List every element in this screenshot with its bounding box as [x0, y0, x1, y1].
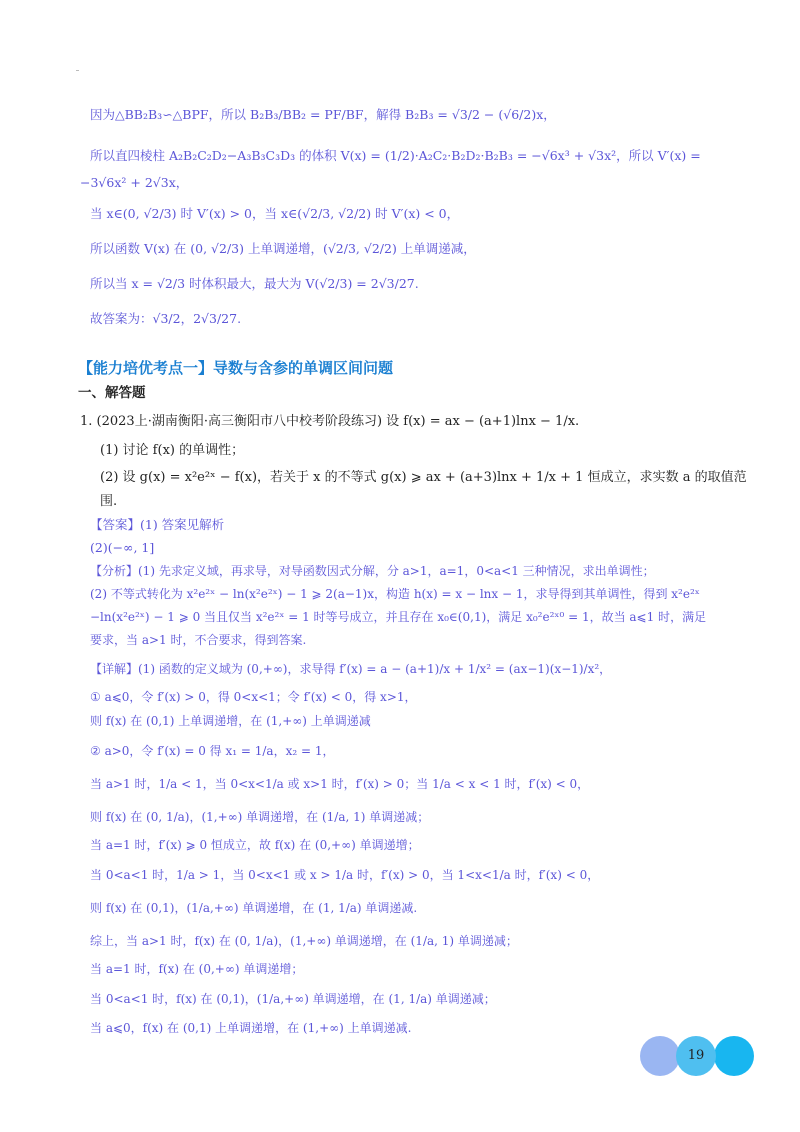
detail-line: 则 f(x) 在 (0,1) 上单调递增，在 (1,+∞) 上单调递减	[90, 714, 371, 728]
analysis-line: −ln(x²e²ˣ) − 1 ⩾ 0 当且仅当 x²e²ˣ = 1 时等号成立，并且存在 x₀∈(0,1)，满足 x₀²e²ˣ⁰ = 1，故当 a⩽1 时，满足	[90, 610, 707, 624]
analysis-line: (2) 不等式转化为 x²e²ˣ − ln(x²e²ˣ) − 1 ⩾ 2(a−1)x，构造 h(x) = x − lnx − 1，求导得到其单调性，得到 x²e²ˣ	[90, 587, 700, 601]
page-badge-circle-left	[640, 1036, 680, 1076]
detail-line: 当 a=1 时，f′(x) ⩾ 0 恒成立，故 f(x) 在 (0,+∞) 单调递增；	[90, 838, 420, 852]
solution-line: −3√6x² + 2√3x，	[80, 175, 189, 190]
corner-mark	[76, 70, 79, 71]
page-number: 19	[687, 1048, 705, 1063]
solution-line: 所以函数 V(x) 在 (0, √2/3) 上单调递增，(√2/3, √2/2) 上单调递减，	[90, 241, 476, 256]
detail-line: 则 f(x) 在 (0,1)，(1/a,+∞) 单调递增，在 (1, 1/a) 单调递减.	[90, 901, 418, 915]
detail-line: 综上，当 a>1 时，f(x) 在 (0, 1/a)，(1,+∞) 单调递增，在 (1/a, 1) 单调递减；	[90, 934, 518, 948]
problem-line: (2) 设 g(x) = x²e²ˣ − f(x)，若关于 x 的不等式 g(x) ⩾ ax + (a+3)lnx + 1/x + 1 恒成立，求实数 a 的取值范	[100, 470, 747, 485]
detail-line: 当 0<a<1 时，1/a > 1，当 0<x<1 或 x > 1/a 时，f′(x) > 0，当 1<x<1/a 时，f′(x) < 0，	[90, 868, 600, 882]
detail-line: 当 a=1 时，f(x) 在 (0,+∞) 单调递增；	[90, 962, 304, 976]
solution-line: 故答案为：√3/2，2√3/27.	[90, 311, 242, 326]
solution-line: 当 x∈(0, √2/3) 时 V′(x) > 0，当 x∈(√2/3, √2/2) 时 V′(x) < 0，	[90, 206, 460, 221]
page-badge-circle-right	[714, 1036, 754, 1076]
detail-line: 则 f(x) 在 (0, 1/a)，(1,+∞) 单调递增，在 (1/a, 1) 单调递减；	[90, 810, 430, 824]
section-heading: 【能力培优考点一】导数与含参的单调区间问题	[78, 359, 394, 377]
detail-line: ② a>0，令 f′(x) = 0 得 x₁ = 1/a，x₂ = 1，	[90, 744, 335, 758]
solution-line: 因为△BB₂B₃∽△BPF，所以 B₂B₃/BB₂ = PF/BF，解得 B₂B₃ = √3/2 − (√6/2)x，	[90, 107, 556, 122]
solution-line: 所以直四棱柱 A₂B₂C₂D₂−A₃B₃C₃D₃ 的体积 V(x) = (1/2)·A₂C₂·B₂D₂·B₂B₃ = −√6x³ + √3x²，所以 V′(x) =	[90, 148, 701, 163]
analysis-line: 要求，当 a>1 时，不合要求，得到答案.	[90, 633, 307, 647]
section-subheading: 一、解答题	[78, 385, 146, 401]
analysis-line: 【分析】(1) 先求定义域，再求导，对导函数因式分解，分 a>1，a=1，0<a<1 三种情况，求出单调性；	[90, 564, 655, 578]
detail-line: 当 a⩽0，f(x) 在 (0,1) 上单调递增，在 (1,+∞) 上单调递减.	[90, 1021, 412, 1035]
detail-line: 【详解】(1) 函数的定义域为 (0,+∞)，求导得 f′(x) = a − (a+1)/x + 1/x² = (ax−1)(x−1)/x²，	[90, 662, 612, 676]
problem-line: (1) 讨论 f(x) 的单调性；	[100, 443, 245, 458]
answer-line: (2)(−∞, 1]	[90, 540, 155, 555]
solution-line: 所以当 x = √2/3 时体积最大，最大为 V(√2/3) = 2√3/27.	[90, 276, 419, 291]
problem-line: 围.	[100, 494, 118, 509]
detail-line: 当 a>1 时，1/a < 1，当 0<x<1/a 或 x>1 时，f′(x) > 0；当 1/a < x < 1 时，f′(x) < 0，	[90, 777, 590, 791]
detail-line: 当 0<a<1 时，f(x) 在 (0,1)，(1/a,+∞) 单调递增，在 (1, 1/a) 单调递减；	[90, 992, 496, 1006]
problem-line: 1. (2023上·湖南衡阳·高三衡阳市八中校考阶段练习) 设 f(x) = ax − (a+1)lnx − 1/x.	[80, 414, 580, 429]
answer-line: 【答案】(1) 答案见解析	[90, 517, 225, 532]
page-number-badge	[640, 1036, 760, 1076]
detail-line: ① a⩽0，令 f′(x) > 0，得 0<x<1；令 f′(x) < 0，得 x>1，	[90, 690, 417, 704]
